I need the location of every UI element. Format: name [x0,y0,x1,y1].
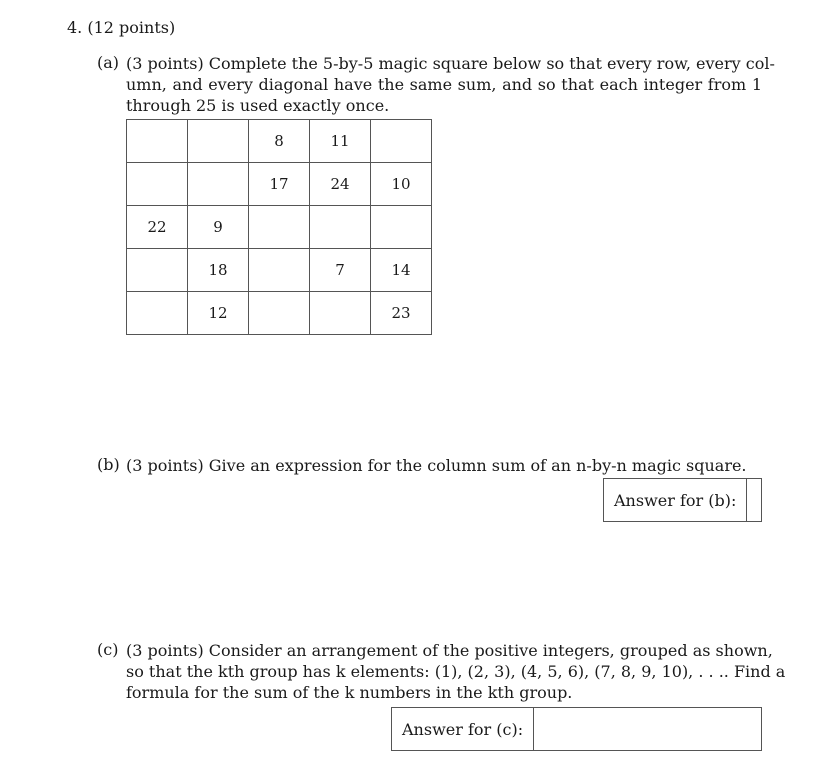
magic-square-given-cell: 14 [371,249,432,292]
part-a-label: (a) [97,53,120,72]
magic-square-empty-cell[interactable] [127,249,188,292]
part-a-line-2: umn, and every diagonal have the same sum, and so that each integer from 1 [126,75,762,94]
part-c-line-3: formula for the sum of the k numbers in the kth group. [126,683,573,702]
magic-square-given-cell: 12 [188,292,249,335]
part-a-line-3: through 25 is used exactly once. [126,96,390,115]
magic-square-given-cell: 24 [310,163,371,206]
magic-square-empty-cell[interactable] [249,292,310,335]
magic-square-given-cell: 10 [371,163,432,206]
magic-square-empty-cell[interactable] [127,163,188,206]
magic-square-given-cell: 22 [127,206,188,249]
part-a-text [126,53,775,116]
answer-field-b[interactable] [747,479,761,521]
magic-square-empty-cell[interactable] [127,120,188,163]
part-b-line: (3 points) Give an expression for the column sum of an n-by-n magic square. [126,456,747,475]
magic-square-row [127,163,432,206]
part-c-label: (c) [97,640,119,659]
magic-square-row [127,206,432,249]
answer-label-c: Answer for (c): [392,708,534,750]
magic-square-empty-cell[interactable] [371,206,432,249]
magic-square-given-cell: 23 [371,292,432,335]
magic-square-empty-cell[interactable] [310,206,371,249]
magic-square-given-cell: 17 [249,163,310,206]
question-points: (12 points) [87,18,176,37]
answer-label-b: Answer for (b): [604,479,747,521]
magic-square-empty-cell[interactable] [371,120,432,163]
magic-square-empty-cell[interactable] [249,206,310,249]
magic-square-empty-cell[interactable] [127,292,188,335]
answer-field-c[interactable] [534,708,761,750]
magic-square-given-cell: 7 [310,249,371,292]
magic-square-empty-cell[interactable] [188,120,249,163]
magic-square-given-cell: 11 [310,120,371,163]
part-b-text [126,455,766,476]
magic-square-row [127,120,432,163]
answer-box-b [603,478,762,522]
question-number: 4. [67,18,83,37]
part-c-line-2: so that the kth group has k elements: (1), (2, 3), (4, 5, 6), (7, 8, 9, 10), . . .. Find a [126,662,786,681]
magic-square-empty-cell[interactable] [249,249,310,292]
magic-square-given-cell: 8 [249,120,310,163]
magic-square-empty-cell[interactable] [188,163,249,206]
part-a-line-1: (3 points) Complete the 5-by-5 magic square below so that every row, every col- [126,54,775,73]
magic-square-row [127,249,432,292]
answer-box-c [391,707,762,751]
magic-square-empty-cell[interactable] [310,292,371,335]
question-title [67,18,175,37]
magic-square-row [127,292,432,335]
magic-square-given-cell: 18 [188,249,249,292]
part-c-text [126,640,786,703]
part-c-line-1: (3 points) Consider an arrangement of the positive integers, grouped as shown, [126,641,773,660]
magic-square-given-cell: 9 [188,206,249,249]
magic-square-grid [126,119,432,335]
part-b-label: (b) [97,455,120,474]
